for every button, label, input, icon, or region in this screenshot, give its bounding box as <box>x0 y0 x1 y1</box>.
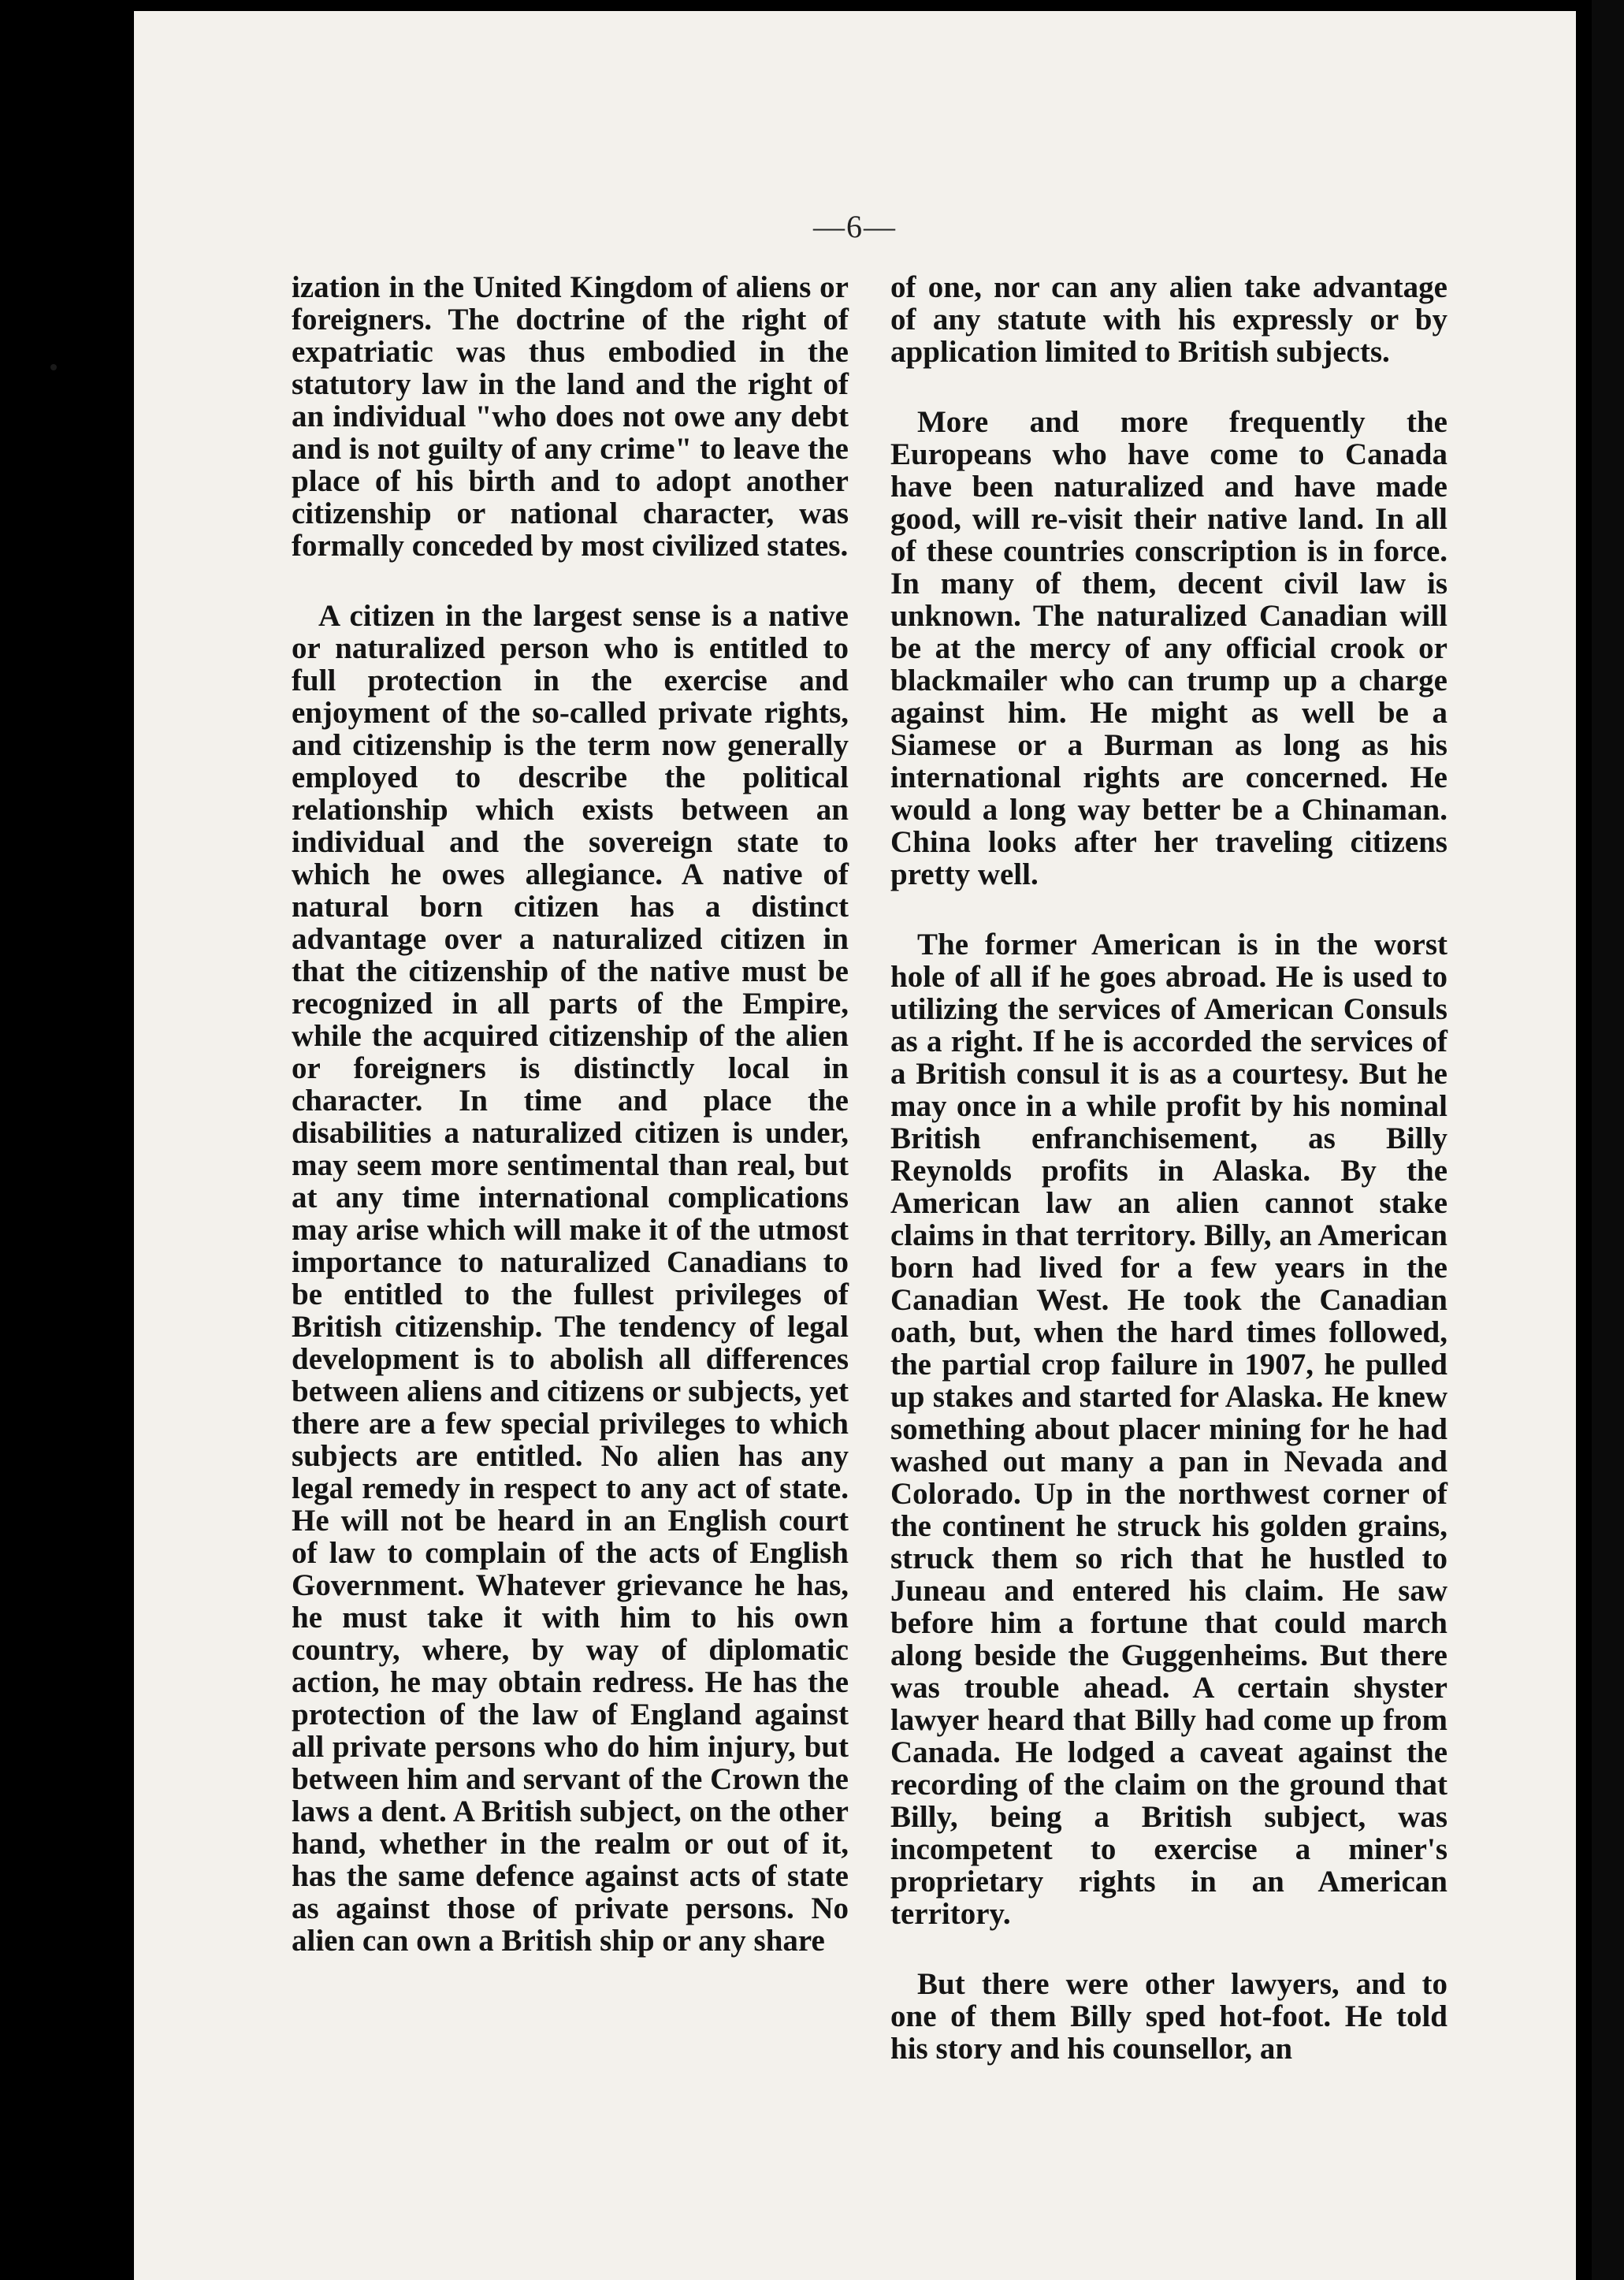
paragraph: of one, nor can any alien take advantage of any statute with his expressly or by application limited to British subjects. <box>890 270 1447 369</box>
paragraph: But there were other lawyers, and to one of them Billy sped hot-foot. He told his story and his counsellor, an <box>890 1967 1447 2066</box>
page-number: —6— <box>813 209 897 244</box>
left-column <box>292 271 849 1995</box>
paragraph: A citizen in the largest sense is a native or naturalized person who is entitled to full protection in the exercise and enjoyment of the so-called private rights, and citizenship is the term now generally employed to describe the political relationship which exists between an individual and the sovereign state to which he owes allegiance. A native of natural born citizen has a distinct advantage over a naturalized citizen in that the citizenship of the native must be recognized in all parts of the Empire, while the acquired citizenship of the alien or foreigners is distinctly local in character. In time and place the disabilities a naturalized citizen is under, may seem more sentimental than real, but at any time international complications may arise which will make it of the utmost importance to naturalized Canadians to be entitled to the fullest privileges of British citizenship. The tendency of legal development is to abolish all differences between aliens and citizens or subjects, yet there are a few special privileges to which subjects are entitled. No alien has any legal remedy in respect to any act of state. He will not be heard in an English court of law to complain of the acts of English Government. Whatever grievance he has, he must take it with him to his own country, where, by way of diplomatic action, he may obtain redress. He has the protection of the law of England against all private persons who do him injury, but between him and servant of the Crown the laws a dent. A British subject, on the other hand, whether in the realm or out of it, has the same defence against acts of state as against those of private persons. No alien can own a British ship or any share <box>292 599 849 1958</box>
paragraph: ization in the United Kingdom of aliens or foreigners. The doctrine of the right of expatriatic was thus embodied in the statutory law in the land and the right of an individual "who does not owe any debt and is not guilty of any crime" to leave the place of his birth and to adopt another citizenship or national character, was formally conceded by most civilized states. <box>292 270 849 563</box>
paragraph: The former American is in the worst hole of all if he goes abroad. He is used to utilizing the services of American Consuls as a right. If he is accorded the services of a British consul it is as a courtesy. But he may once in a while profit by his nominal British enfranchisement, as Billy Reynolds profits in Alaska. By the American law an alien cannot stake claims in that territory. Billy, an American born had lived for a few years in the Canadian West. He took the Canadian oath, but, when the hard times followed, the partial crop failure in 1907, he pulled up stakes and started for Alaska. He knew something about placer mining for he had washed out many a pan in Nevada and Colorado. Up in the northwest corner of the continent he struck his golden grains, struck them so rich that he hustled to Juneau and entered his claim. He saw before him a fortune that could march along beside the Guggenheims. But there was trouble ahead. A certain shyster lawyer heard that Billy had come up from Canada. He lodged a caveat against the recording of the claim on the ground that Billy, being a British subject, was incompetent to exercise a miner's proprietary rights in an American territory. <box>890 928 1447 1931</box>
scan-edge <box>1592 0 1624 2280</box>
right-column <box>890 271 1447 2103</box>
scan-speck <box>50 364 57 370</box>
paragraph: More and more frequently the Europeans who have come to Canada have been naturalized and have made good, will re-visit their native land. In all of these countries conscription is in force. In many of them, decent civil law is unknown. The naturalized Canadian will be at the mercy of any official crook or blackmailer who can trump up a charge against him. He might as well be a Siamese or a Burman as long as his international rights are concerned. He would a long way better be a Chinaman. China looks after her traveling citizens pretty well. <box>890 405 1447 891</box>
document-page <box>134 11 1576 2280</box>
